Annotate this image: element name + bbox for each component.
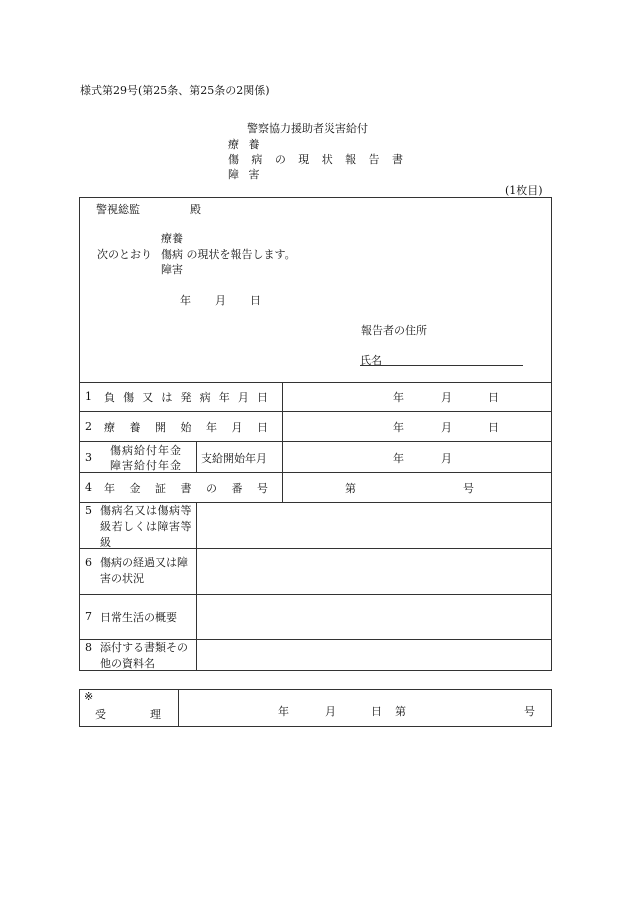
label-char: 又 [142, 391, 154, 404]
label-char: 負 [104, 391, 115, 404]
date-month: 月 [215, 294, 226, 307]
treatment-start-field[interactable] [283, 412, 551, 441]
label-char: 金 [129, 482, 141, 495]
label-disability-pension: 障害給付年金 [110, 459, 182, 472]
label-char: 発 [180, 391, 192, 404]
row-label-injury-name: 傷病名又は傷病等級若しくは障害等級 [100, 504, 192, 549]
stmt-shogai: 障害 [161, 263, 183, 276]
row-num: 4 [85, 481, 92, 494]
title-char: 書 [391, 153, 403, 166]
title-shogai: 障 害 [228, 168, 263, 181]
reception-dai: 第 [395, 705, 406, 718]
reception-mark: ※ [84, 690, 94, 703]
reception-go: 号 [524, 705, 535, 718]
label-char: 傷 [123, 391, 135, 404]
label-char: 年 [218, 391, 230, 404]
stmt-prefix: 次のとおり [97, 248, 152, 261]
daily-life-field[interactable] [197, 595, 551, 639]
value-year: 年 [393, 421, 404, 434]
label-char: 病 [199, 391, 211, 404]
injury-date-field[interactable] [283, 383, 551, 411]
label-payment-start: 支給開始年月 [201, 452, 267, 465]
title-char: の [274, 153, 286, 166]
value-year: 年 [393, 452, 404, 465]
title-char: 報 [345, 153, 357, 166]
label-char: 番 [231, 482, 243, 495]
value-year: 年 [393, 391, 404, 404]
row-num: 6 [85, 556, 92, 569]
label-char: 日 [257, 391, 268, 404]
injury-name-field[interactable] [197, 503, 551, 548]
title-char: 告 [368, 153, 380, 166]
row-num: 1 [85, 390, 92, 403]
row-label-treatment-start [104, 419, 268, 435]
stmt-main: 傷病 の現状を報告します。 [161, 248, 296, 261]
title-ryoyo: 療 養 [228, 138, 263, 151]
page-count: (1枚目) [505, 184, 543, 197]
reception-year: 年 [278, 705, 289, 718]
label-char: 年 [206, 421, 217, 434]
value-dai: 第 [345, 482, 356, 495]
title-char: 病 [251, 153, 263, 166]
title-char: 状 [321, 153, 333, 166]
row-num: 7 [85, 610, 92, 623]
reporter-address-label: 報告者の住所 [361, 324, 427, 337]
addressee: 警視総監 [96, 203, 140, 216]
title-char: 傷 [228, 153, 239, 166]
label-char: 書 [180, 482, 192, 495]
row-num: 5 [85, 504, 92, 517]
label-char: 日 [257, 421, 268, 434]
label-char: 始 [180, 421, 192, 434]
label-char: は [161, 391, 173, 404]
label-char: 年 [104, 482, 115, 495]
reception-label-char: 理 [150, 708, 161, 721]
stmt-ryoyo: 療養 [161, 232, 183, 245]
value-day: 日 [488, 391, 499, 404]
reporter-name-label: 氏名 [360, 354, 382, 367]
value-month: 月 [441, 421, 452, 434]
label-injury-pension: 傷病給付年金 [110, 444, 182, 457]
progress-field[interactable] [197, 549, 551, 594]
label-char: 証 [155, 482, 166, 495]
name-underline [360, 365, 523, 366]
page-title [228, 151, 403, 167]
label-char: 月 [231, 421, 243, 434]
value-month: 月 [441, 391, 452, 404]
divider [178, 689, 179, 727]
value-go: 号 [463, 482, 474, 495]
value-day: 日 [488, 421, 499, 434]
attachments-field[interactable] [197, 640, 551, 670]
row-label-certificate-number [104, 480, 268, 496]
row-label-attachments: 添付する書類その他の資料名 [100, 641, 188, 670]
reception-month: 月 [325, 705, 336, 718]
title-char: 現 [298, 153, 310, 166]
row-num: 3 [85, 451, 92, 464]
form-number: 様式第29号(第25条、第25条の2関係) [80, 84, 270, 97]
reception-label-char: 受 [95, 708, 106, 721]
label-char: 月 [237, 391, 249, 404]
label-char: の [206, 482, 217, 495]
divider [196, 441, 197, 472]
label-char: 号 [257, 482, 268, 495]
reception-day: 日 [371, 705, 382, 718]
label-char: 養 [129, 421, 141, 434]
row-num: 2 [85, 420, 92, 433]
label-char: 開 [155, 421, 166, 434]
row-label-daily-life: 日常生活の概要 [100, 611, 177, 624]
label-char: 療 [104, 421, 115, 434]
certificate-number-field[interactable] [283, 473, 551, 502]
date-day: 日 [250, 294, 261, 307]
title-line1: 警察協力援助者災害給付 [247, 122, 368, 135]
row-label-injury-date [104, 389, 268, 405]
value-month: 月 [441, 452, 452, 465]
row-num: 8 [85, 641, 92, 654]
date-year: 年 [180, 294, 191, 307]
row-label-progress: 傷病の経過又は障害の状況 [100, 556, 188, 585]
payment-start-field[interactable] [283, 442, 551, 472]
honorific: 殿 [190, 203, 201, 216]
